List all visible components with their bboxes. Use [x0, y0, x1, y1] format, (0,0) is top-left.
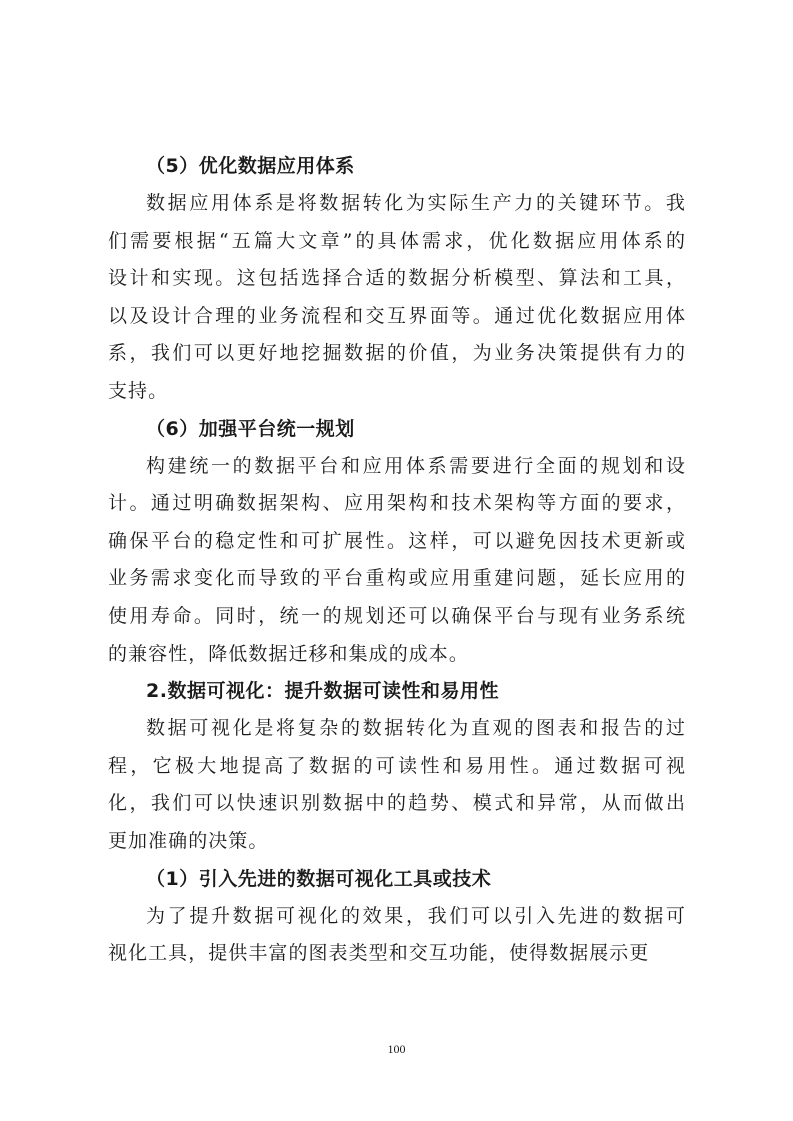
- text-line: 使用寿命。同时，统一的规划还可以确保平台与现有业务系统: [108, 604, 686, 627]
- text-line: 构建统一的数据平台和应用体系需要进行全面的规划和设: [146, 454, 686, 477]
- text-line: 计。通过明确数据架构、应用架构和技术架构等方面的要求，: [108, 492, 686, 515]
- paragraph: [108, 710, 686, 860]
- text-line: 化，我们可以快速识别数据中的趋势、模式和异常，从而做出: [108, 792, 686, 815]
- text-line: 以及设计合理的业务流程和交互界面等。通过优化数据应用体: [108, 304, 686, 327]
- text-line: 们需要根据“五篇大文章”的具体需求，优化数据应用体系的: [108, 229, 686, 252]
- section-heading: （1）引入先进的数据可视化工具或技术: [146, 867, 492, 890]
- paragraph: [108, 448, 686, 674]
- paragraph: [108, 898, 686, 973]
- text-line: 设计和实现。这包括选择合适的数据分析模型、算法和工具，: [108, 267, 686, 290]
- page-number: 100: [387, 1042, 406, 1056]
- text-line: 支持。: [108, 379, 169, 402]
- text-line: 视化工具，提供丰富的图表类型和交互功能，使得数据展示更: [108, 942, 650, 965]
- section-heading: （5）优化数据应用体系: [146, 155, 355, 177]
- section-heading: （6）加强平台统一规划: [146, 417, 355, 440]
- text-line: 的兼容性，降低数据迁移和集成的成本。: [108, 642, 469, 665]
- paragraph: [108, 185, 686, 411]
- page-body: [108, 148, 686, 973]
- text-line: 业务需求变化而导致的平台重构或应用重建问题，延长应用的: [108, 567, 686, 590]
- text-line: 确保平台的稳定性和可扩展性。这样，可以避免因技术更新或: [108, 529, 686, 552]
- text-line: 系，我们可以更好地挖掘数据的价值，为业务决策提供有力的: [108, 342, 686, 365]
- text-line: 为了提升数据可视化的效果，我们可以引入先进的数据可: [146, 904, 686, 927]
- text-line: 程，它极大地提高了数据的可读性和易用性。通过数据可视: [108, 754, 686, 777]
- text-line: 更加准确的决策。: [108, 829, 269, 852]
- text-line: 数据应用体系是将数据转化为实际生产力的关键环节。我: [146, 192, 686, 214]
- text-line: 数据可视化是将复杂的数据转化为直观的图表和报告的过: [146, 717, 686, 740]
- section-heading: 2.数据可视化：提升数据可读性和易用性: [146, 680, 499, 703]
